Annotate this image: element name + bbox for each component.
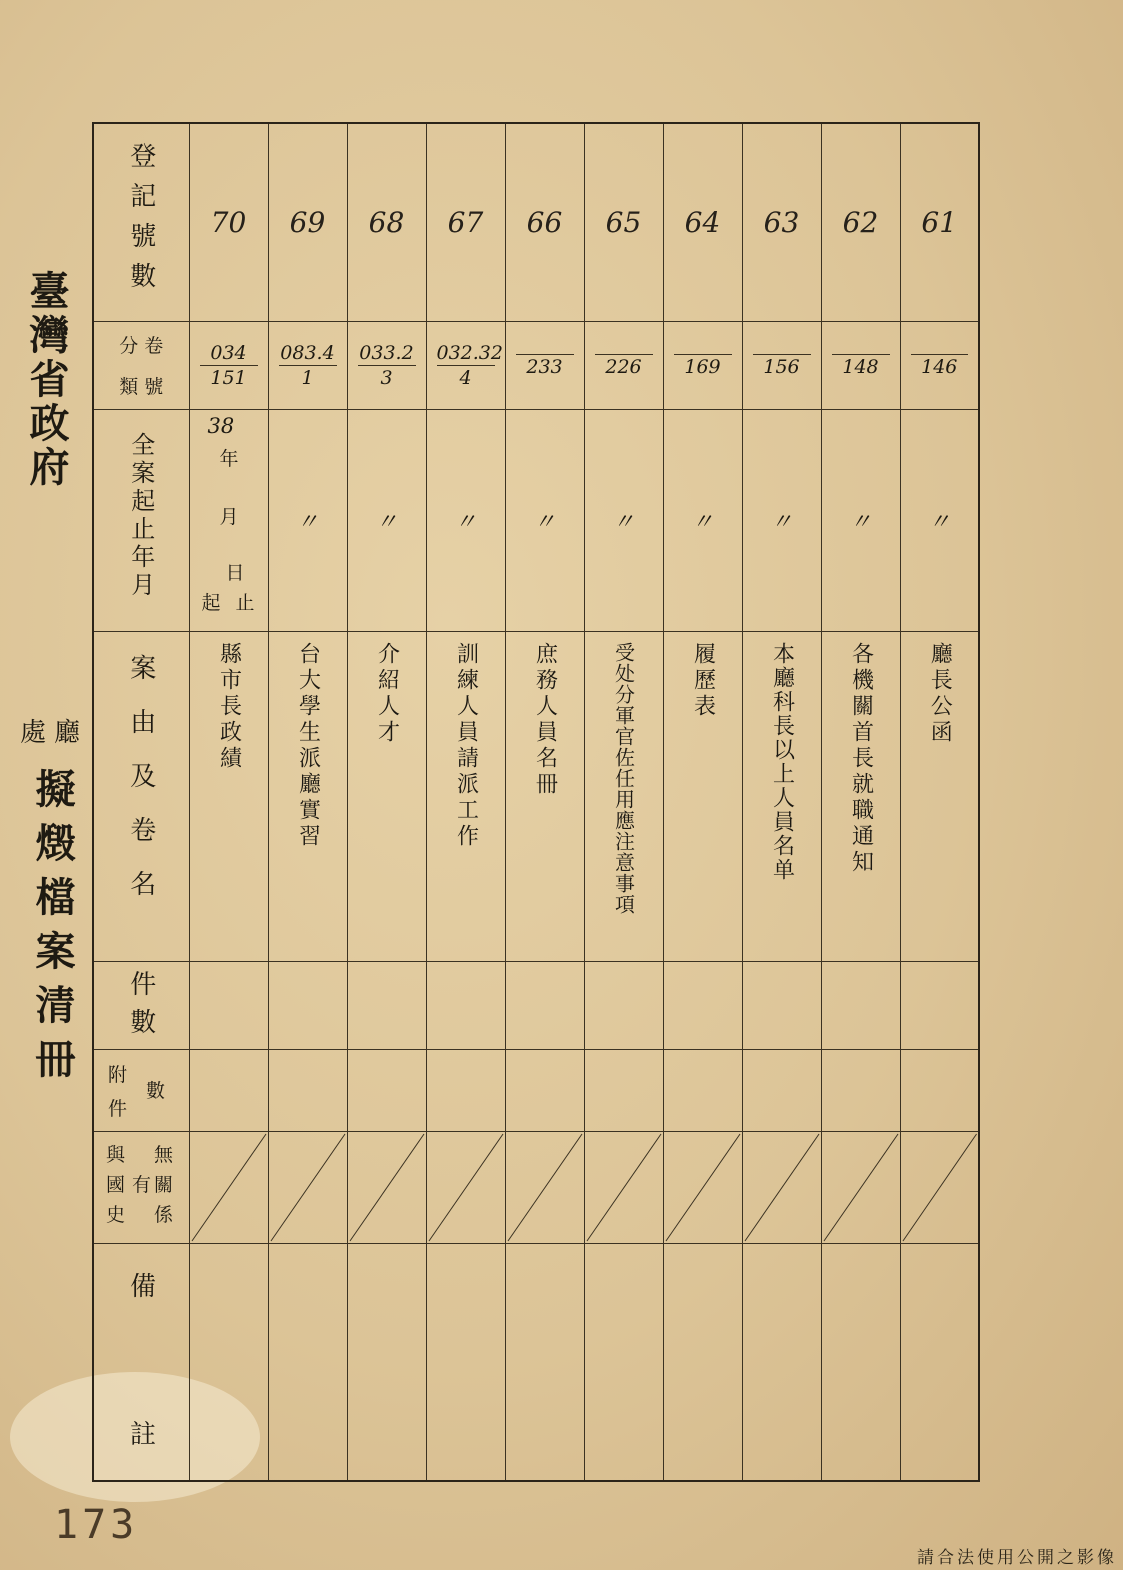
reg-number-cell: 67 xyxy=(426,123,505,321)
date-range-cell-first: 38 年 月 日 起 止 xyxy=(189,409,268,631)
remarks-cell xyxy=(189,1243,268,1481)
attachment-cell xyxy=(900,1049,979,1131)
count-header: 件數 xyxy=(93,961,189,1049)
attachment-cell xyxy=(505,1049,584,1131)
classification-header: 分 卷 類 號 xyxy=(93,321,189,409)
count-cell xyxy=(347,961,426,1049)
date-range-cell: 〃 xyxy=(584,409,663,631)
attachment-cell xyxy=(426,1049,505,1131)
count-cell xyxy=(584,961,663,1049)
classification-cell: 226 xyxy=(584,321,663,409)
national-history-cell xyxy=(900,1131,979,1243)
classification-row xyxy=(93,321,979,409)
attachment-cell xyxy=(742,1049,821,1131)
remarks-cell xyxy=(584,1243,663,1481)
subject-cell: 本廳科長以上人員名单 xyxy=(742,631,821,961)
count-cell xyxy=(663,961,742,1049)
date-range-cell: 〃 xyxy=(347,409,426,631)
subject-cell: 廳長公函 xyxy=(900,631,979,961)
subject-cell: 庶務人員名冊 xyxy=(505,631,584,961)
subject-cell: 縣市長政績 xyxy=(189,631,268,961)
attachment-row xyxy=(93,1049,979,1131)
attachment-cell xyxy=(268,1049,347,1131)
subject-row xyxy=(93,631,979,961)
date-range-cell: 〃 xyxy=(742,409,821,631)
reg-number-cell: 66 xyxy=(505,123,584,321)
count-cell xyxy=(268,961,347,1049)
count-cell xyxy=(426,961,505,1049)
classification-cell: 146 xyxy=(900,321,979,409)
remarks-cell xyxy=(821,1243,900,1481)
national-history-cell xyxy=(268,1131,347,1243)
reg-number-cell: 62 xyxy=(821,123,900,321)
count-cell xyxy=(821,961,900,1049)
page-title: 臺灣省政府 xyxy=(23,270,70,490)
date-range-header: 全案起止年月 xyxy=(93,409,189,631)
attachment-cell xyxy=(584,1049,663,1131)
count-cell xyxy=(742,961,821,1049)
national-history-cell xyxy=(663,1131,742,1243)
classification-cell: 083.4 1 xyxy=(268,321,347,409)
date-range-cell: 〃 xyxy=(663,409,742,631)
attachment-cell xyxy=(347,1049,426,1131)
attachment-cell xyxy=(821,1049,900,1131)
count-cell xyxy=(900,961,979,1049)
remarks-cell xyxy=(663,1243,742,1481)
classification-cell: 233 xyxy=(505,321,584,409)
classification-cell: 148 xyxy=(821,321,900,409)
reg-number-header: 登記號數 xyxy=(93,123,189,321)
subject-cell: 履歷表 xyxy=(663,631,742,961)
count-row xyxy=(93,961,979,1049)
subject-cell: 訓練人員請派工作 xyxy=(426,631,505,961)
remarks-cell xyxy=(426,1243,505,1481)
national-history-cell xyxy=(821,1131,900,1243)
national-history-cell xyxy=(426,1131,505,1243)
reg-number-cell: 65 xyxy=(584,123,663,321)
remarks-cell xyxy=(505,1243,584,1481)
remarks-cell xyxy=(268,1243,347,1481)
remarks-cell xyxy=(347,1243,426,1481)
classification-cell: 169 xyxy=(663,321,742,409)
national-history-cell xyxy=(742,1131,821,1243)
date-range-row xyxy=(93,409,979,631)
archive-ledger-table xyxy=(92,122,980,1482)
handwritten-page-number: 173 xyxy=(54,1502,139,1548)
national-history-cell xyxy=(505,1131,584,1243)
date-range-cell: 〃 xyxy=(900,409,979,631)
reg-number-row xyxy=(93,123,979,321)
classification-cell: 032.32 4 xyxy=(426,321,505,409)
usage-watermark: 請合法使用公開之影像 xyxy=(917,1548,1117,1568)
department-label: 處廳 xyxy=(20,718,89,748)
national-history-cell xyxy=(584,1131,663,1243)
document-subtitle: 擬燬檔案清冊 xyxy=(29,768,76,1092)
reg-number-cell: 69 xyxy=(268,123,347,321)
national-history-row xyxy=(93,1131,979,1243)
date-range-cell: 〃 xyxy=(505,409,584,631)
classification-cell: 034 151 xyxy=(189,321,268,409)
national-history-header: 無 關 有 係 與 國 史 xyxy=(93,1131,189,1243)
national-history-cell xyxy=(189,1131,268,1243)
remarks-cell xyxy=(900,1243,979,1481)
subject-header: 案由及卷名 xyxy=(93,631,189,961)
national-history-cell xyxy=(347,1131,426,1243)
reg-number-cell: 64 xyxy=(663,123,742,321)
remarks-cell xyxy=(742,1243,821,1481)
count-cell xyxy=(189,961,268,1049)
attachment-cell xyxy=(663,1049,742,1131)
attachment-cell xyxy=(189,1049,268,1131)
remarks-header: 備 註 xyxy=(93,1243,189,1481)
subject-cell: 台大學生派廳實習 xyxy=(268,631,347,961)
subject-cell: 介紹人才 xyxy=(347,631,426,961)
reg-number-cell: 63 xyxy=(742,123,821,321)
count-cell xyxy=(505,961,584,1049)
subject-cell: 各機關首長就職通知 xyxy=(821,631,900,961)
remarks-row xyxy=(93,1243,979,1481)
reg-number-cell: 61 xyxy=(900,123,979,321)
reg-number-cell: 68 xyxy=(347,123,426,321)
date-range-cell: 〃 xyxy=(268,409,347,631)
classification-cell: 156 xyxy=(742,321,821,409)
date-range-cell: 〃 xyxy=(426,409,505,631)
subject-cell: 受处分軍官佐任用應注意事項 xyxy=(584,631,663,961)
attachment-header: 附 件 數 xyxy=(93,1049,189,1131)
classification-cell: 033.2 3 xyxy=(347,321,426,409)
reg-number-cell: 70 xyxy=(189,123,268,321)
date-range-cell: 〃 xyxy=(821,409,900,631)
